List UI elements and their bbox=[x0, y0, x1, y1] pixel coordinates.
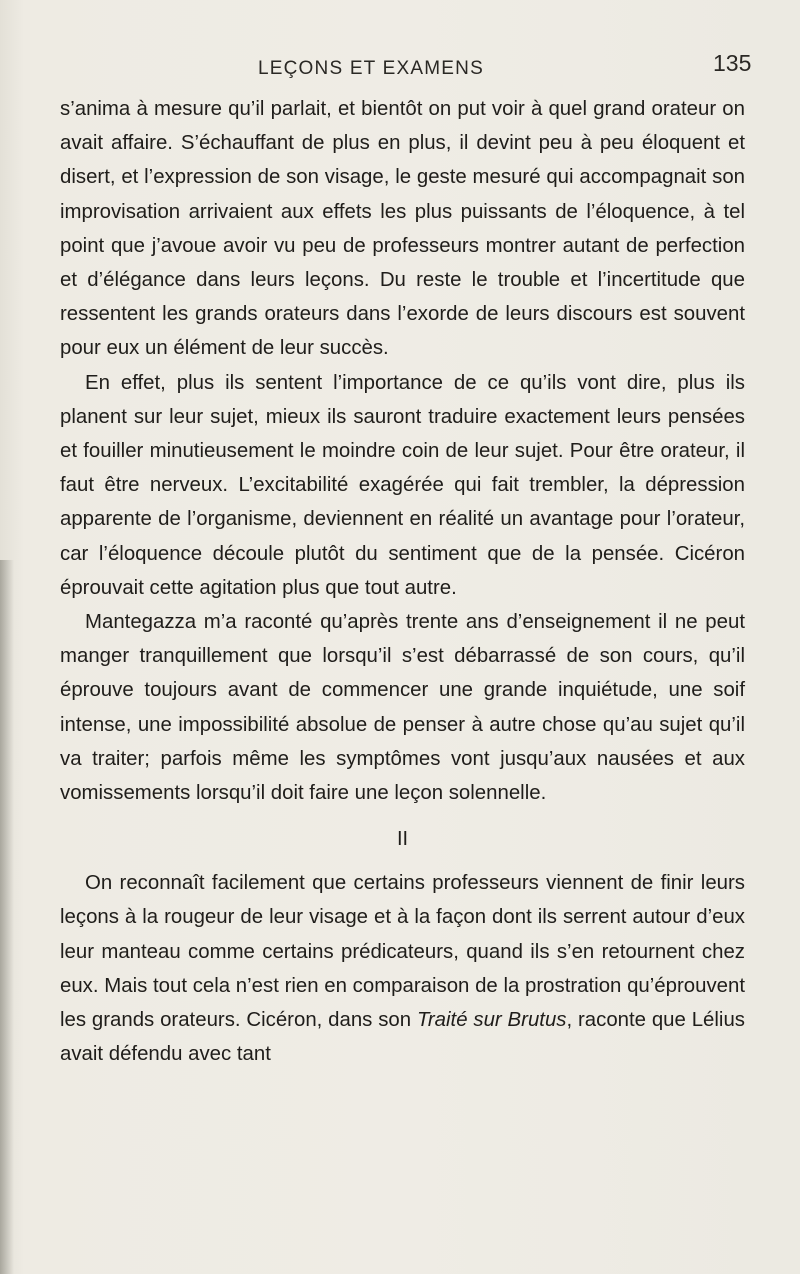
paragraph-text: On reconnaît facilement que certains professeurs viennent de finir leurs leçons à la rougeur de leur visage et à la façon dont ils serrent autour d’eux leur manteau comme certains prédicateurs, quand ils s’en retournent chez eux. Mais tout cela n’est rien en comparaison de la prostration qu’éprouvent les grands orateurs. Cicéron, dans son bbox=[60, 872, 745, 1032]
paragraph: s’anima à mesure qu’il parlait, et bientôt on put voir à quel grand orateur on avait affaire. S’échauffant de plus en plus, il devint peu à peu éloquent et disert, et l’expression de son visage, le geste mesuré qui accompagnait son improvisation arrivaient aux effets les plus puissants de l’éloquence, à tel point que j’avoue avoir vu peu de professeurs montrer autant de perfection et d’élégance dans leurs leçons. Du reste le trouble et l’incertitude que ressentent les grands orateurs dans l’exorde de leurs discours est souvent pour eux un élément de leur succès. bbox=[60, 98, 745, 360]
book-title: Traité sur Brutus bbox=[416, 1009, 567, 1032]
page-number: 135 bbox=[713, 50, 752, 76]
page-text bbox=[60, 92, 745, 1071]
paragraph: En effet, plus ils sentent l’importance de ce qu’ils vont dire, plus ils planent sur leur sujet, mieux ils sauront traduire exactement leurs pensées et fouiller minutieusement le moindre coin de leur sujet. Pour être orateur, il faut être nerveux. L’excitabilité exagérée qui fait trembler, la dépression apparente de l’organisme, deviennent en réalité un avantage pour l’orateur, car l’éloquence découle plutôt du sentiment que de la pensée. Cicéron éprouvait cette agitation plus que tout autre. bbox=[60, 371, 745, 599]
section-heading: II bbox=[396, 828, 409, 851]
paragraph-text: , raconte que Lélius avait défendu avec tant bbox=[60, 1009, 745, 1066]
paragraph bbox=[60, 866, 745, 1071]
spine-shadow bbox=[0, 560, 14, 1274]
running-head: LEÇONS ET EXAMENS bbox=[258, 58, 484, 79]
paragraph: Mantegazza m’a raconté qu’après trente ans d’enseignement il ne peut manger tranquillement que lorsqu’il s’est débarrassé de son cours, qu’il éprouve toujours avant de commencer une grande inquiétude, une soif intense, une impossibilité absolue de penser à autre chose qu’au sujet qu’il va traiter; parfois même les symptômes vont jusqu’aux nausées et aux vomissements lorsqu’il doit faire une leçon solennelle. bbox=[60, 611, 745, 805]
